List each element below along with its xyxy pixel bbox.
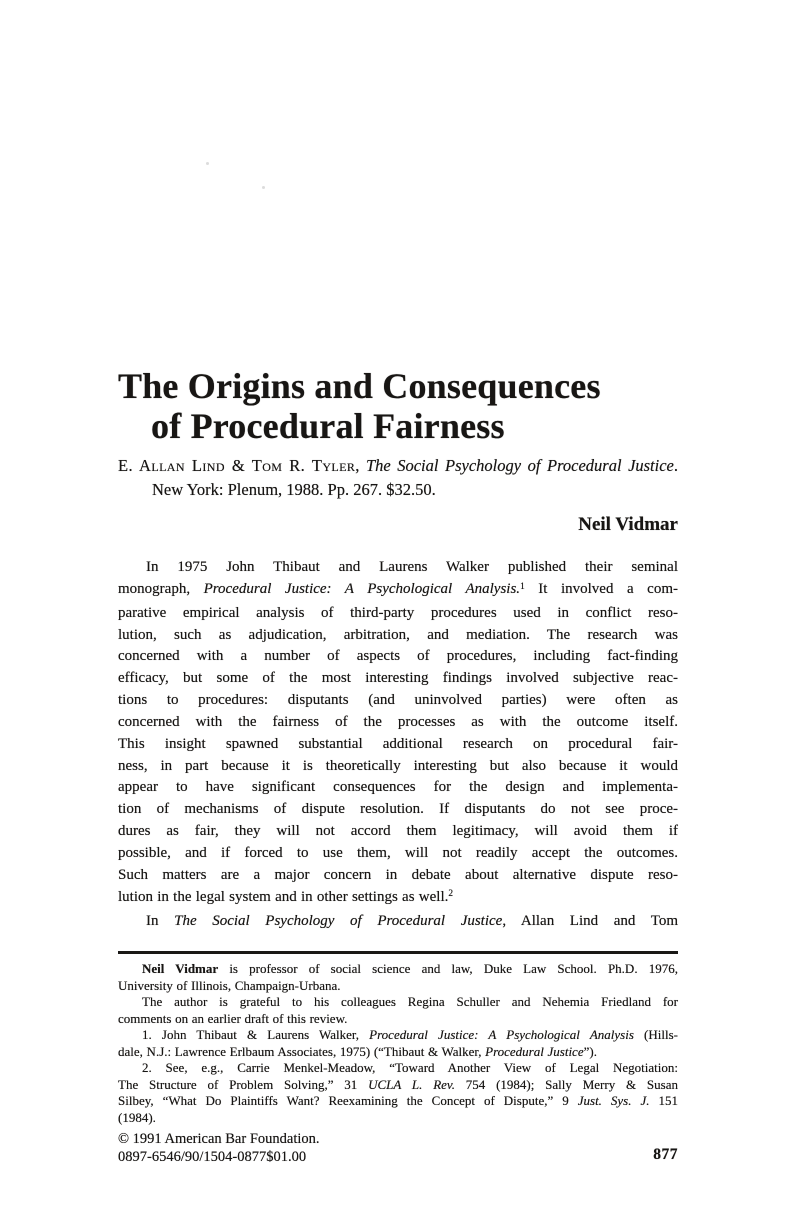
article-title	[118, 366, 678, 446]
footnote-separator	[118, 951, 678, 954]
text-line: This insight spawned substantial additional research on procedural fair-	[118, 735, 678, 752]
text-line: of Procedural Fairness	[151, 406, 505, 446]
scan-speck	[206, 162, 209, 165]
text-line: appear to have significant consequences for the design and implementa-	[118, 779, 678, 796]
text-line: (1984).	[118, 1109, 156, 1125]
review-body	[118, 557, 678, 932]
footnotes	[118, 961, 678, 1126]
text-line: efficacy, but some of the most interesting findings involved subjective reac-	[118, 670, 678, 687]
text-line: Such matters are a major concern in debate about alternative dispute reso-	[118, 866, 678, 883]
text-line: comments on an earlier draft of this review.	[118, 1010, 348, 1026]
text-line: E. Allan Lind & Tom R. Tyler, The Social Psychology of Procedural Justice.	[118, 456, 679, 475]
text-line: The Origins and Consequences	[118, 366, 601, 406]
text-line: concerned with a number of aspects of procedures, including fact-finding	[118, 648, 678, 665]
text-line: The Structure of Problem Solving,” 31 UCLA L. Rev. 754 (1984); Sally Merry & Susan	[118, 1076, 678, 1092]
text-line: monograph, Procedural Justice: A Psychological Analysis.$^1$ It involved a com-	[118, 580, 678, 597]
text-line: dale, N.J.: Lawrence Erlbaum Associates, 1975) (“Thibaut & Walker, Procedural Justice”).	[118, 1043, 597, 1059]
text-line: concerned with the fairness of the processes as with the outcome itself.	[118, 713, 678, 730]
text-line: 1. John Thibaut & Laurens Walker, Procedural Justice: A Psychological Analysis (Hills-	[142, 1027, 678, 1043]
text-line: ness, in part because it is theoretically interesting but also because it would	[118, 757, 678, 774]
text-line: parative empirical analysis of third-party procedures used in conflict reso-	[118, 604, 678, 621]
book-citation	[118, 454, 678, 502]
scan-speck	[262, 186, 265, 189]
text-line: New York: Plenum, 1988. Pp. 267. $32.50.	[152, 480, 436, 499]
text-line: lution in the legal system and in other settings as well.$^2$	[118, 888, 454, 905]
issn-code: 0897-6546/90/1504-0877$01.00	[118, 1148, 307, 1165]
page-number: 877	[653, 1146, 678, 1163]
text-line: 2. See, e.g., Carrie Menkel-Meadow, “Toward Another View of Legal Negotiation:	[142, 1060, 678, 1076]
text-line: dures as fair, they will not accord them legitimacy, will avoid them if	[118, 823, 678, 840]
text-line: In The Social Psychology of Procedural Justice, Allan Lind and Tom	[146, 912, 679, 929]
text-line: Neil Vidmar is professor of social science and law, Duke Law School. Ph.D. 1976,	[142, 961, 678, 976]
text-line: possible, and if forced to use them, will not readily accept the outcomes.	[118, 844, 678, 861]
text-line: Silbey, “What Do Plaintiffs Want? Reexamining the Concept of Dispute,” 9 Just. Sys. J. 151	[118, 1093, 679, 1109]
text-line: University of Illinois, Champaign-Urbana.	[118, 977, 341, 993]
reviewer-byline: Neil Vidmar	[578, 514, 678, 535]
text-line: In 1975 John Thibaut and Laurens Walker published their seminal	[146, 559, 678, 575]
text-line: The author is grateful to his colleagues Regina Schuller and Nehemia Friedland for	[142, 994, 678, 1010]
copyright-notice: © 1991 American Bar Foundation.	[118, 1131, 320, 1147]
text-line: tion of mechanisms of dispute resolution. If disputants do not see proce-	[118, 801, 678, 818]
text-line: tions to procedures: disputants (and uninvolved parties) were often as	[118, 692, 678, 709]
text-line: lution, such as adjudication, arbitration, and mediation. The research was	[118, 626, 678, 643]
